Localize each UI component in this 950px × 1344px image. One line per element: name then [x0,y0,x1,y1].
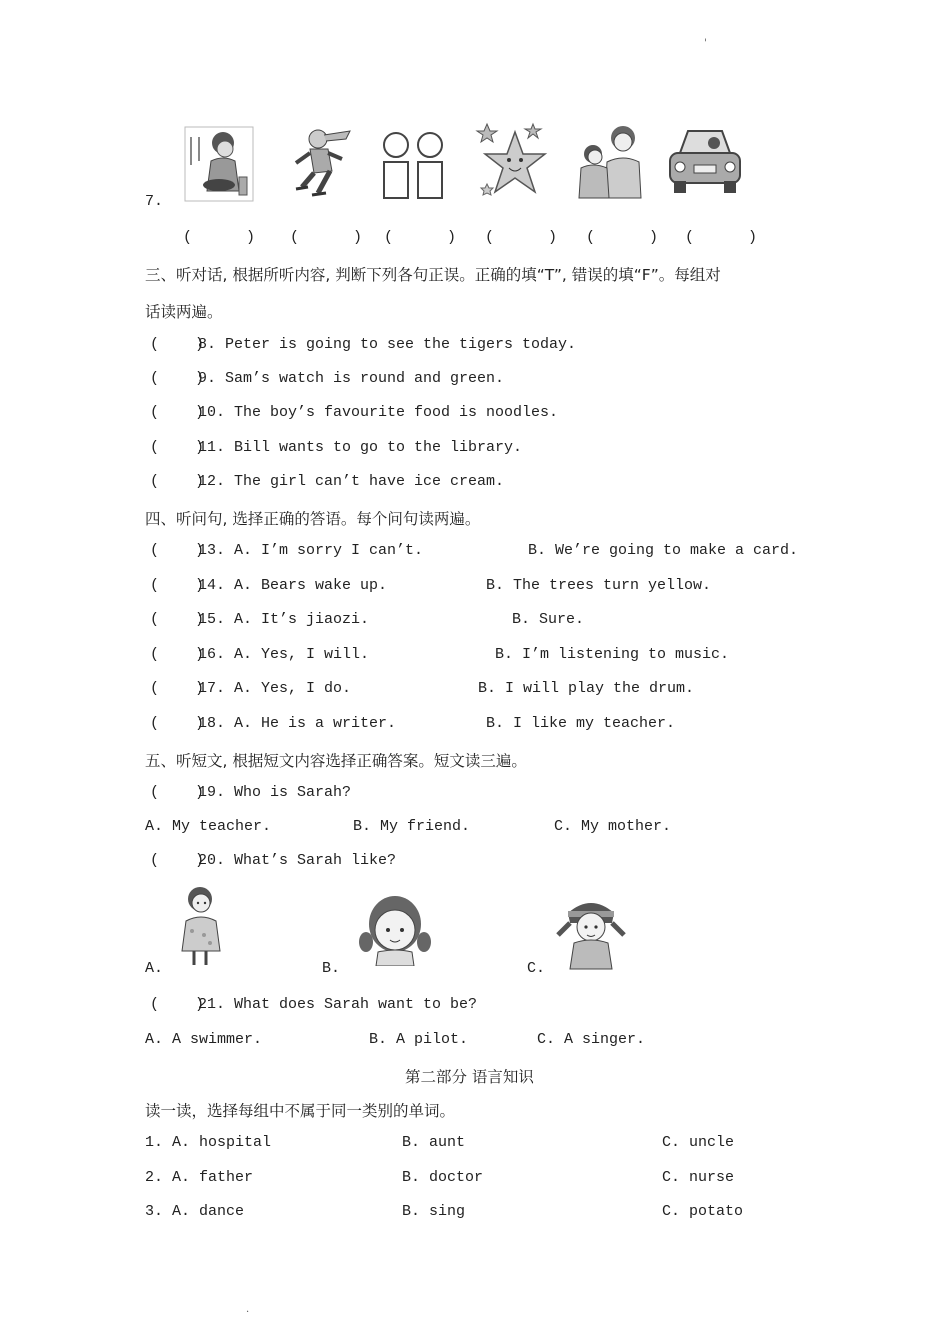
q18-option-a: 18. A. He is a writer. [198,715,397,732]
row-2-option-b: B. doctor [402,1169,484,1186]
row-1-option-b: B. aunt [402,1134,466,1151]
q15-blank[interactable]: ( ) [150,611,205,628]
part-2-title: 第二部分 语言知识 [405,1068,534,1086]
q18-blank[interactable]: ( ) [150,715,205,732]
q21-option-c: C. A singer. [537,1031,646,1048]
q12-blank[interactable]: ( ) [150,473,205,490]
girl-b-picture [356,890,434,966]
footer-mark: . [246,1304,250,1315]
q21-text: 21. What does Sarah want to be? [198,996,478,1013]
q21-blank[interactable]: ( ) [150,996,205,1013]
q13-blank[interactable]: ( ) [150,542,205,559]
q20-text: 20. What’s Sarah like? [198,852,397,869]
q12-text: 12. The girl can’t have ice cream. [198,473,505,490]
q20-option-c: C. [527,960,546,977]
q21-option-b: B. A pilot. [369,1031,469,1048]
q13-option-b: B. We’re going to make a card. [528,542,799,559]
girl-c-picture [554,893,628,971]
section-5-title: 五、听短文, 根据短文内容选择正确答案。短文读三遍。 [145,752,527,770]
q18-option-b: B. I like my teacher. [486,715,676,732]
q17-blank[interactable]: ( ) [150,680,205,697]
q16-blank[interactable]: ( ) [150,646,205,663]
q17-option-b: B. I will play the drum. [478,680,695,697]
q7-blank-6[interactable]: ( ) [685,229,758,246]
q19-text: 19. Who is Sarah? [198,784,352,801]
q10-blank[interactable]: ( ) [150,404,205,421]
row-3-option-b: B. sing [402,1203,466,1220]
q15-option-b: B. Sure. [512,611,585,628]
girl-a-picture [176,885,226,967]
q14-blank[interactable]: ( ) [150,577,205,594]
question-7-number: 7. [145,193,164,210]
q21-option-a: A. A swimmer. [145,1031,263,1048]
q11-blank[interactable]: ( ) [150,439,205,456]
q20-option-a: A. [145,960,164,977]
header-mark: ' [704,38,707,49]
section-4-title: 四、听问句, 选择正确的答语。每个问句读两遍。 [145,510,481,528]
doors-picture [380,130,446,200]
q17-option-a: 17. A. Yes, I do. [198,680,352,697]
girl-cooking-picture [183,125,255,203]
q20-blank[interactable]: ( ) [150,852,205,869]
row-3-option-c: C. potato [662,1203,744,1220]
q19-option-a: A. My teacher. [145,818,272,835]
q15-option-a: 15. A. It’s jiaozi. [198,611,370,628]
q19-option-c: C. My mother. [554,818,672,835]
stars-picture [475,122,549,198]
q8-text: 8. Peter is going to see the tigers today. [198,336,577,353]
section-3-title-cont: 话读两遍。 [145,303,223,321]
q19-blank[interactable]: ( ) [150,784,205,801]
row-3-option-a: 3. A. dance [145,1203,245,1220]
row-2-option-c: C. nurse [662,1169,735,1186]
q16-option-a: 16. A. Yes, I will. [198,646,370,663]
q9-text: 9. Sam’s watch is round and green. [198,370,505,387]
q10-text: 10. The boy’s favourite food is noodles. [198,404,559,421]
q14-option-b: B. The trees turn yellow. [486,577,712,594]
car-picture [666,125,744,197]
q20-option-b: B. [322,960,341,977]
q16-option-b: B. I’m listening to music. [495,646,730,663]
q13-option-a: 13. A. I’m sorry I can’t. [198,542,424,559]
q7-blank-3[interactable]: ( ) [384,229,457,246]
q8-blank[interactable]: ( ) [150,336,205,353]
q9-blank[interactable]: ( ) [150,370,205,387]
row-1-option-c: C. uncle [662,1134,735,1151]
q19-option-b: B. My friend. [353,818,471,835]
q7-blank-1[interactable]: ( ) [183,229,256,246]
child-kissing-mother-picture [573,122,645,200]
row-2-option-a: 2. A. father [145,1169,254,1186]
q7-blank-5[interactable]: ( ) [586,229,659,246]
q7-blank-2[interactable]: ( ) [290,229,363,246]
q14-option-a: 14. A. Bears wake up. [198,577,388,594]
q7-blank-4[interactable]: ( ) [485,229,558,246]
q11-text: 11. Bill wants to go to the library. [198,439,523,456]
part-2-instruction: 读一读，选择每组中不属于同一类别的单词。 [145,1102,456,1120]
section-3-title: 三、听对话, 根据所听内容, 判断下列各句正误。正确的填“T”, 错误的填“F”。每组对 [145,266,721,284]
row-1-option-a: 1. A. hospital [145,1134,272,1151]
ice-skating-picture [288,125,358,200]
